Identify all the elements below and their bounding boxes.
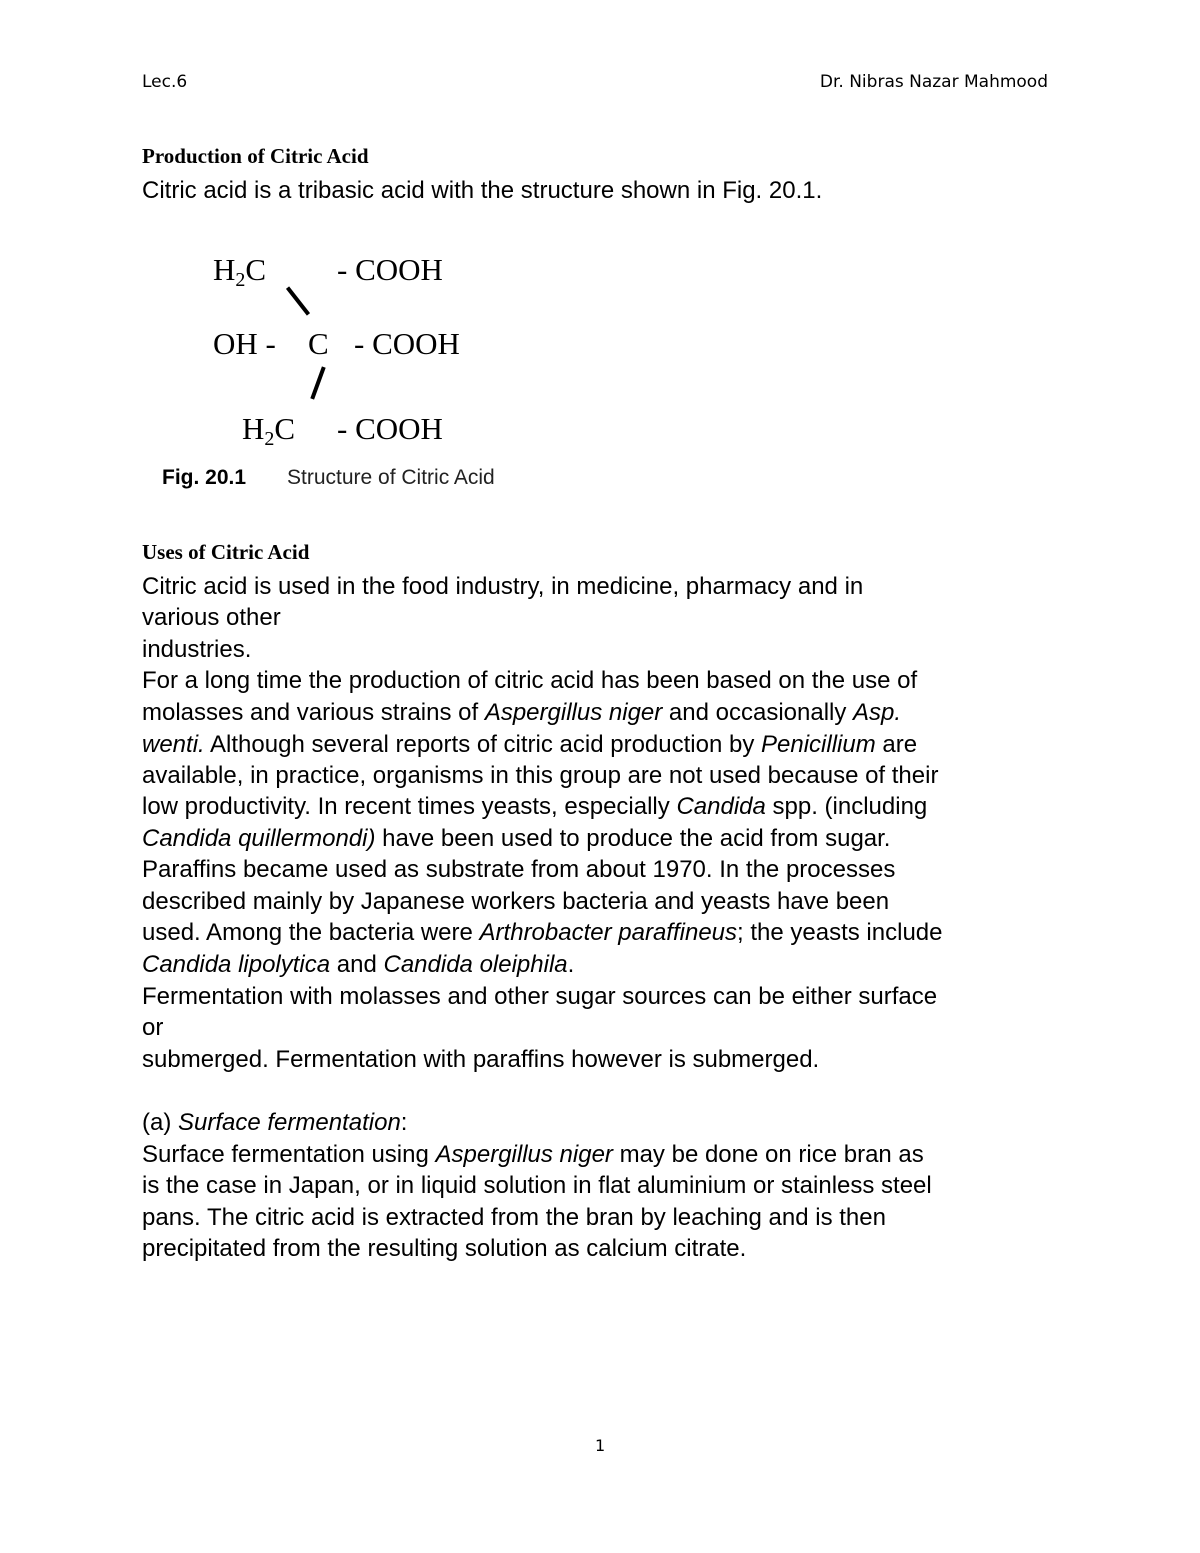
text-line: or [142,1014,164,1041]
text-line: submerged. Fermentation with paraffins however is submerged. [142,1046,820,1073]
structure-row2-left: OH - [213,326,276,361]
text-line: wenti. Although several reports of citric acid production by Penicillium are [142,731,918,758]
text-line: available, in practice, organisms in this group are not used because of their [142,762,939,789]
structure-row1: H2C [213,252,267,291]
text-line: is the case in Japan, or in liquid solution in flat aluminium or stainless steel [142,1172,932,1199]
text-line: Paraffins became used as substrate from about 1970. In the processes [142,856,896,883]
text-line: Surface fermentation using Aspergillus niger may be done on rice bran as [142,1141,924,1168]
text-line: described mainly by Japanese workers bacteria and yeasts have been [142,888,890,915]
bond-lower [310,366,325,399]
text-line: industries. [142,636,252,663]
structure-row2-group: - COOH [354,326,460,361]
text-line: Citric acid is used in the food industry, in medicine, pharmacy and in [142,573,864,600]
text-line: precipitated from the resulting solution as calcium citrate. [142,1235,747,1262]
structure-row3: H2C [242,411,296,450]
intro-paragraph: Citric acid is a tribasic acid with the structure shown in Fig. 20.1. [142,177,823,204]
heading-uses: Uses of Citric Acid [142,540,310,564]
header-author: Dr. Nibras Nazar Mahmood [819,72,1048,92]
header-lecture: Lec.6 [142,72,188,92]
text-line: various other [142,604,281,631]
figure-caption-label: Fig. 20.1 [162,466,247,489]
text-line: Candida lipolytica and Candida oleiphila. [142,951,575,978]
structure-row2-carbon: C [308,326,329,361]
figure-caption-text: Structure of Citric Acid [287,466,495,489]
heading-production: Production of Citric Acid [142,144,369,168]
structure-row1-group: - COOH [337,252,443,287]
bond-upper [286,286,310,315]
text-line: molasses and various strains of Aspergillus niger and occasionally Asp. [142,699,902,726]
text-line: Candida quillermondi) have been used to produce the acid from sugar. [142,825,891,852]
structure-row3-group: - COOH [337,411,443,446]
heading-surface-fermentation: (a) Surface fermentation: [142,1109,408,1136]
text-line: pans. The citric acid is extracted from the bran by leaching and is then [142,1204,886,1231]
text-line: For a long time the production of citric acid has been based on the use of [142,667,918,694]
text-line: Fermentation with molasses and other sugar sources can be either surface [142,983,938,1010]
text-line: low productivity. In recent times yeasts, especially Candida spp. (including [142,793,928,820]
page-number: 1 [595,1436,606,1455]
text-line: used. Among the bacteria were Arthrobacter paraffineus; the yeasts include [142,919,943,946]
